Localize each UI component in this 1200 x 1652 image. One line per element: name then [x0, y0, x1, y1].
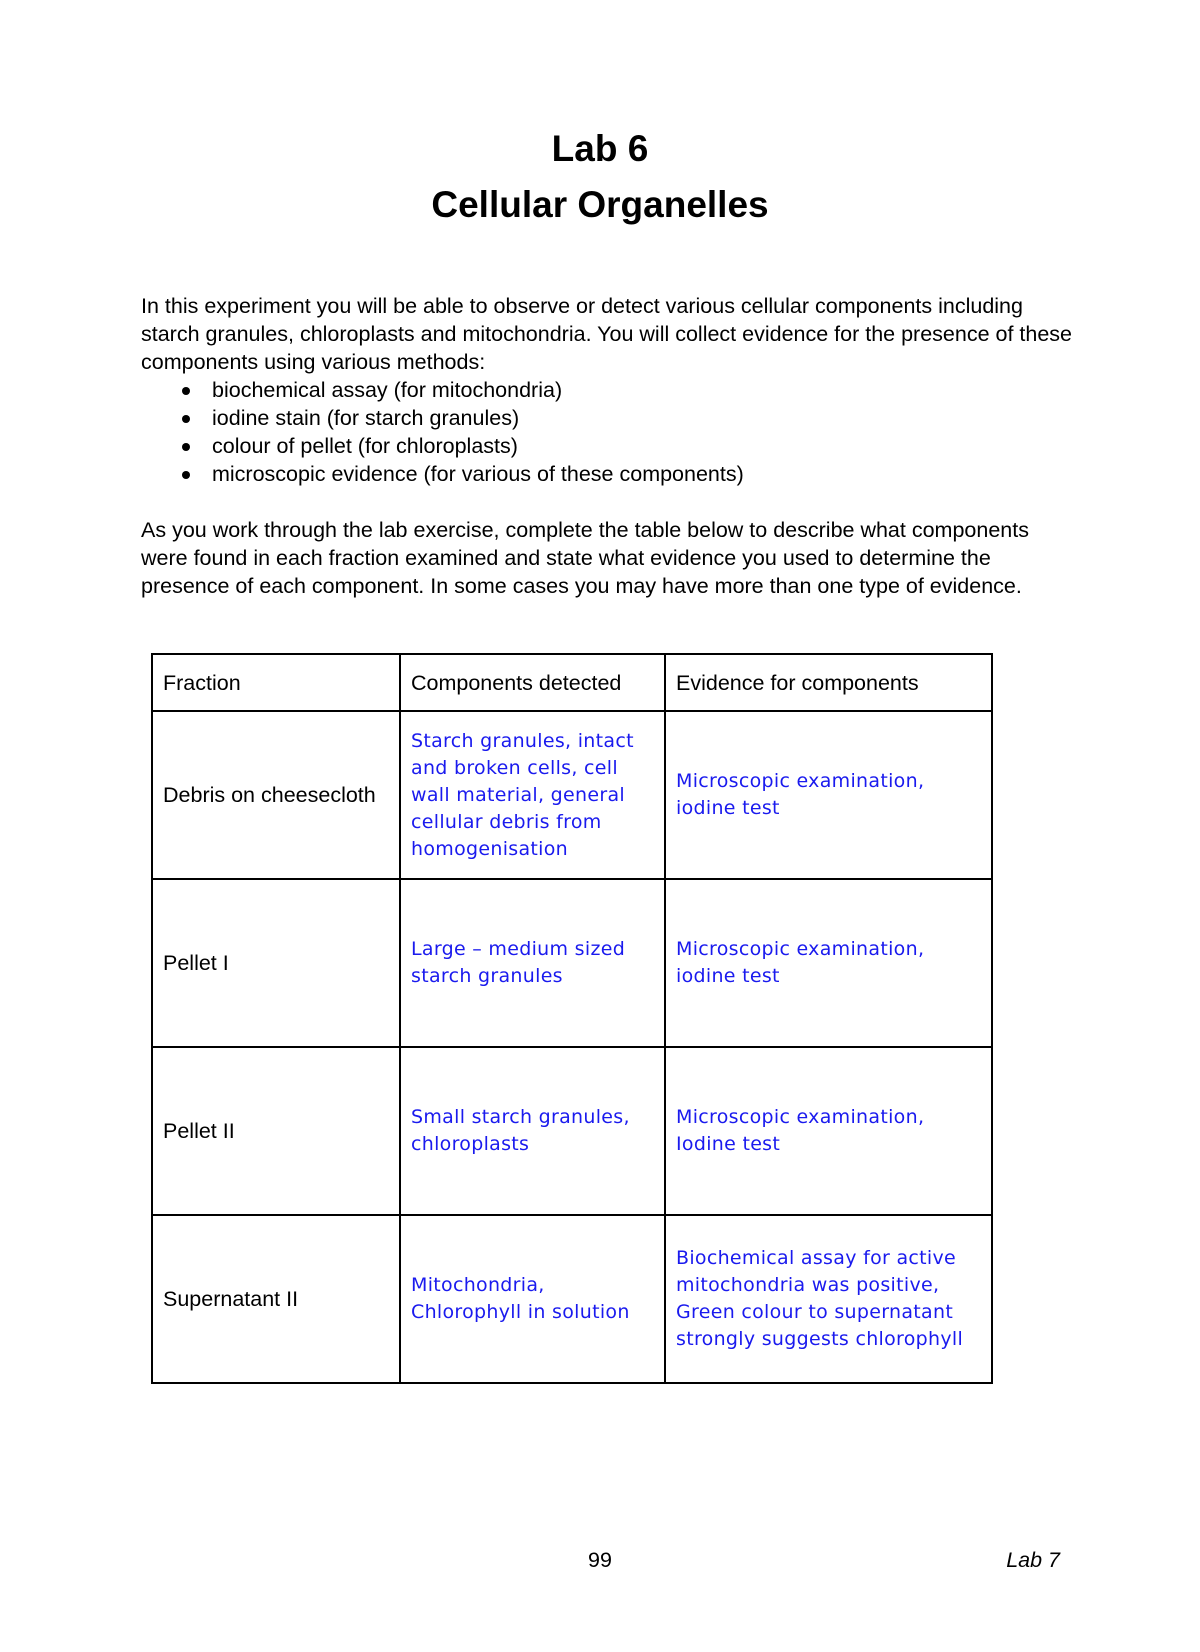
method-text: iodine stain (for starch granules) [212, 406, 520, 430]
table-row [152, 711, 992, 879]
intro-section [141, 292, 1081, 488]
method-text: microscopic evidence (for various of these components) [212, 462, 744, 486]
header-evidence: Evidence for components [665, 654, 992, 711]
instructions-paragraph: As you work through the lab exercise, complete the table below to describe what components were found in each fraction examined and state what evidence you used to determine the presence of each component. In some cases you may have more than one type of evidence. [141, 518, 1029, 598]
page-number: 99 [588, 1548, 612, 1572]
lab-topic-title: Cellular Organelles [431, 184, 769, 225]
bullet-icon [182, 443, 190, 451]
header-components: Components detected [400, 654, 665, 711]
fraction-cell: Pellet I [152, 879, 400, 1047]
evidence-cell: Microscopic examination, Iodine test [665, 1047, 992, 1215]
list-item [141, 432, 1081, 460]
evidence-cell: Biochemical assay for active mitochondria was positive, Green colour to supernatant strongly suggests chlorophyll [665, 1215, 992, 1383]
components-cell: Mitochondria, Chlorophyll in solution [400, 1215, 665, 1383]
fraction-cell: Debris on cheesecloth [152, 711, 400, 879]
bullet-icon [182, 471, 190, 479]
components-cell: Small starch granules, chloroplasts [400, 1047, 665, 1215]
intro-paragraph: In this experiment you will be able to observe or detect various cellular components including starch granules, chloroplasts and mitochondria. You will collect evidence for the presence of these components using various methods: [141, 294, 1073, 374]
method-text: biochemical assay (for mitochondria) [212, 378, 563, 402]
table-row [152, 879, 992, 1047]
components-cell: Starch granules, intact and broken cells, cell wall material, general cellular debris from homogenisation [400, 711, 665, 879]
fraction-cell: Pellet II [152, 1047, 400, 1215]
header-fraction: Fraction [152, 654, 400, 711]
table-header-row [152, 654, 992, 711]
components-cell: Large – medium sized starch granules [400, 879, 665, 1047]
fraction-cell: Supernatant II [152, 1215, 400, 1383]
methods-list [141, 376, 1081, 488]
list-item [141, 404, 1081, 432]
table-row [152, 1215, 992, 1383]
list-item [141, 460, 1081, 488]
bullet-icon [182, 415, 190, 423]
method-text: colour of pellet (for chloroplasts) [212, 434, 518, 458]
fractions-table [151, 653, 993, 1384]
list-item [141, 376, 1081, 404]
evidence-cell: Microscopic examination, iodine test [665, 879, 992, 1047]
footer-lab-label: Lab 7 [1006, 1548, 1060, 1572]
bullet-icon [182, 387, 190, 395]
evidence-cell: Microscopic examination, iodine test [665, 711, 992, 879]
table-row [152, 1047, 992, 1215]
lab-number-title: Lab 6 [551, 128, 649, 169]
instructions-section [141, 516, 1081, 600]
